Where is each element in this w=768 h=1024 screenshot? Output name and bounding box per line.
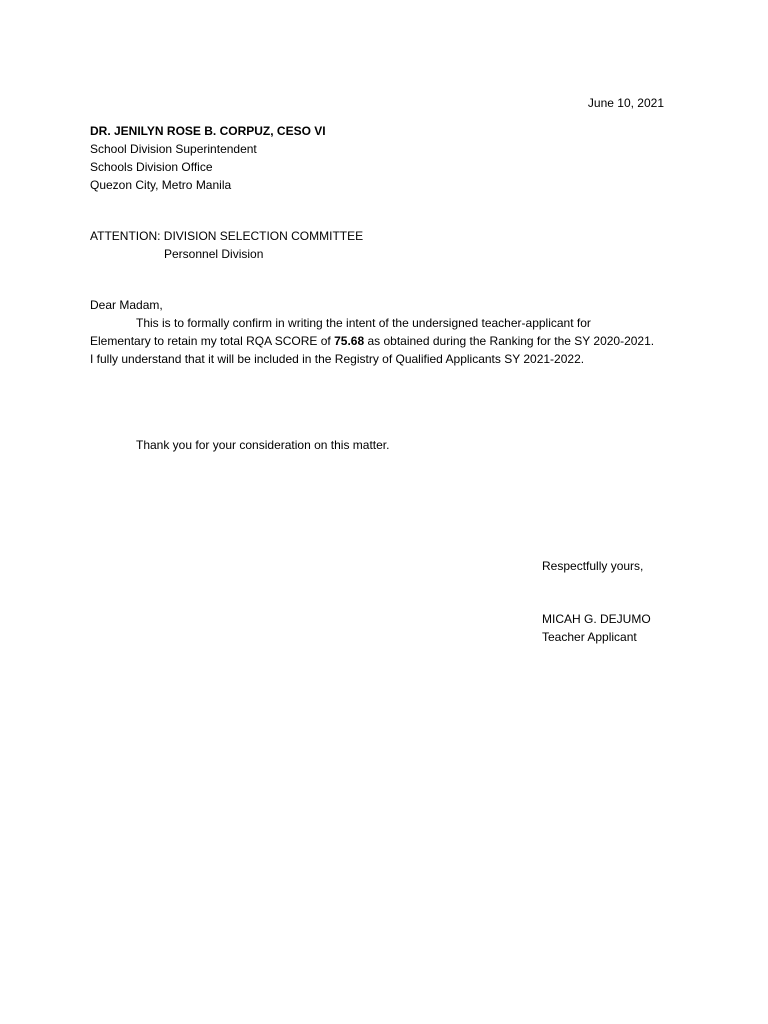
attention-block bbox=[90, 227, 363, 263]
signer-title: Teacher Applicant bbox=[542, 630, 637, 644]
rqa-score: 75.68 bbox=[334, 334, 365, 348]
body-line-2 bbox=[90, 332, 686, 350]
recipient-office: Schools Division Office bbox=[90, 160, 213, 174]
recipient-block bbox=[90, 122, 326, 194]
recipient-title: School Division Superintendent bbox=[90, 142, 257, 156]
recipient-address: Quezon City, Metro Manila bbox=[90, 178, 232, 192]
body-line-3: I fully understand that it will be included in the Registry of Qualified Applicants SY 2021-2022. bbox=[90, 352, 585, 366]
attention-line: ATTENTION: DIVISION SELECTION COMMITTEE bbox=[90, 229, 364, 243]
thanks-line: Thank you for your consideration on this matter. bbox=[136, 438, 390, 452]
body-line-2-end: as obtained during the Ranking for the SY 2020-2021. bbox=[364, 334, 655, 348]
body-line-1: This is to formally confirm in writing the intent of the undersigned teacher-applicant for bbox=[136, 316, 591, 330]
letter-date: June 10, 2021 bbox=[587, 96, 664, 110]
signer-name: MICAH G. DEJUMO bbox=[542, 612, 651, 626]
signature-block bbox=[542, 610, 651, 646]
attention-division: Personnel Division bbox=[164, 247, 264, 261]
salutation: Dear Madam, bbox=[90, 298, 163, 312]
body-line-2-start: Elementary to retain my total RQA SCORE of bbox=[90, 334, 335, 348]
recipient-name: DR. JENILYN ROSE B. CORPUZ, CESO VI bbox=[90, 124, 326, 138]
closing: Respectfully yours, bbox=[542, 559, 644, 573]
body-paragraph bbox=[90, 314, 686, 368]
